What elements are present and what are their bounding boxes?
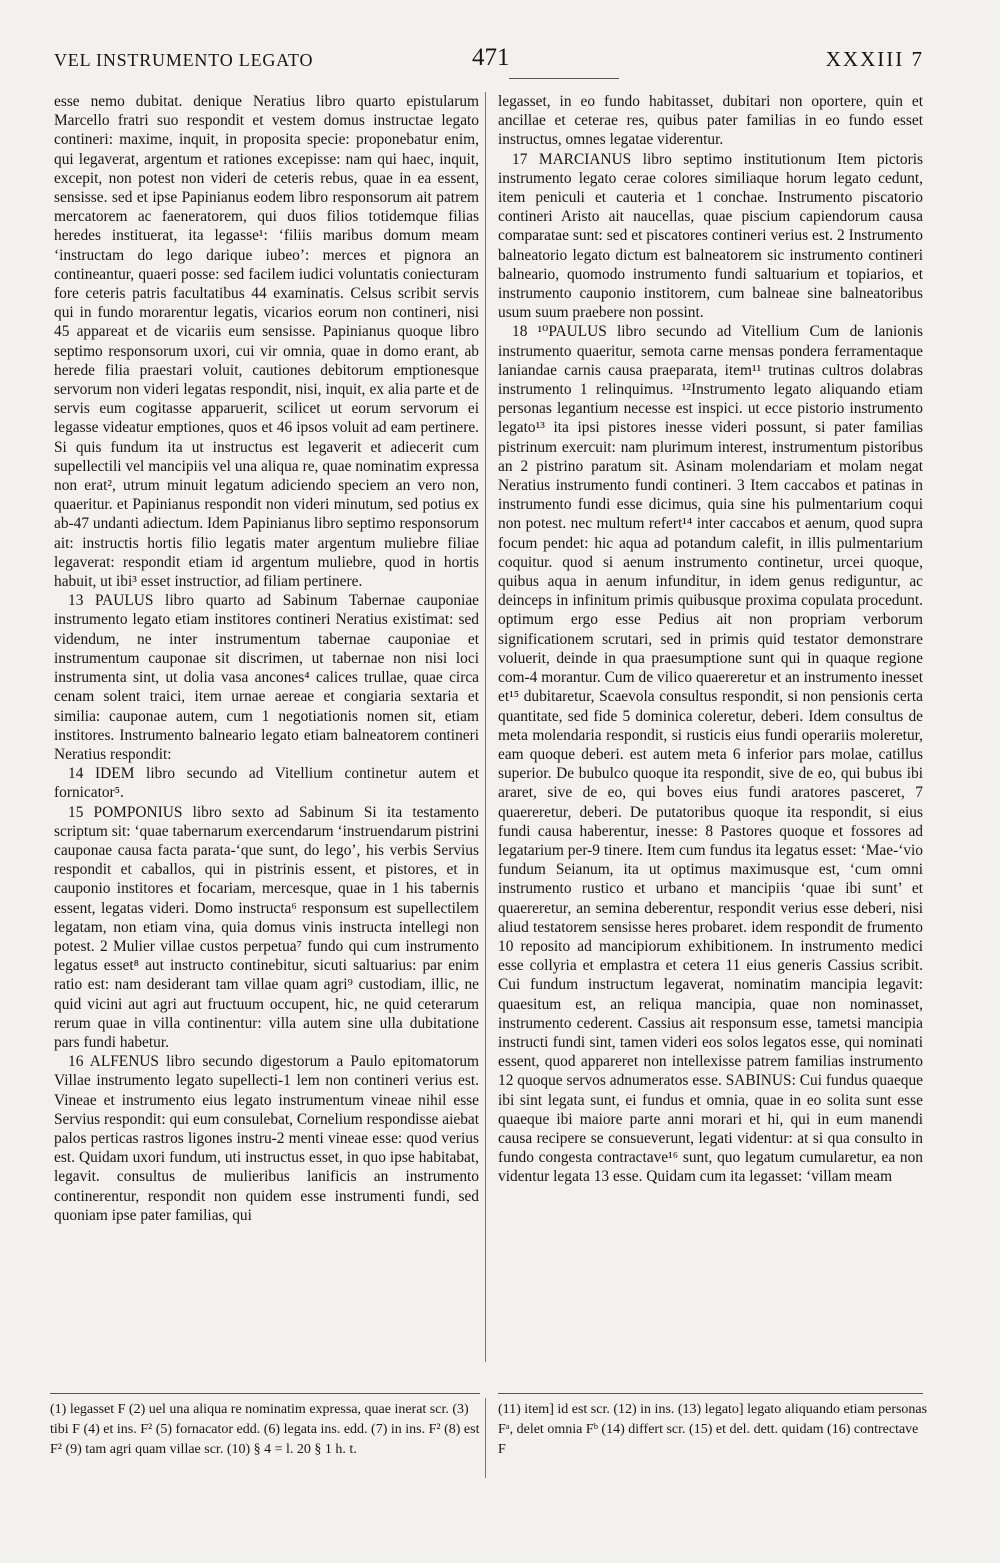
paragraph: 15 POMPONIUS libro sexto ad Sabinum Si ita testamento scriptum sit: ‘quae tabernarum exercendarum ‘instruendarum pistrini cauponae causa facta parata-‘que sunt, do lego’, his verbis Servius respondit et caballos, qui in pistrinis essent, et pistores, et in cauponio institores et focariam, mercesque, quae in 1 his tabernis essent, legatas videri. Domo instructa⁶ responsum est supellectilem legatam, non etiam vina, quia domus vinis instructa intellegi non potest. 2 Mulier villae custos perpetua⁷ fundo qui cum instrumento legatus esset⁸ aut instructo continebitur, sicuti saltuarius: par enim ratio est: nam desiderant tam villae quam agri⁹ custodiam, illic, ne quid vicini aut agri aut fructuum occupent, hic, ne quid ceterarum rerum quae in villa continentur: villa autem sine ulla dubitatione pars fundi habetur. xyxy=(54,803,479,1051)
header-title: VEL INSTRUMENTO LEGATO xyxy=(54,50,314,70)
footnotes-left: (1) legasset F (2) uel una aliqua re nominatim expressa, quae inerat scr. (3) tibi F (4) et ins. F² (5) fornacator edd. (6) legata ins. edd. (7) in ins. F² (8) est F² (9) tam agri quam villae scr. (10) § 4 = l. 20 § 1 h. t. xyxy=(50,1402,480,1457)
paragraph: 16 ALFENUS libro secundo digestorum a Paulo epitomatorum Villae instrumento legato supellecti-1 lem non contineri verius est. Vineae et instrumento eius legato instrumentum vineae nihil esse Servius respondit: qui eum consulebat, Cornelium respondisse aiebat palos perticas rastros ligones instru-2 menti vineae esse: quod verius est. Quidam uxori fundum, uti instructus esset, in quo ipse habitabat, legavit. consultus de mulieribus lanificis an instrumento continerentur, respondit non quidem esse instrumenti fundi, sed quoniam ipse pater familias, qui xyxy=(54,1053,479,1224)
paragraph: 13 PAULUS libro quarto ad Sabinum Tabernae cauponiae instrumento legato etiam institores contineri Neratius existimat: sed videndum, ne inter instrumentum tabernae cauponiae et instrumentum cauponae sit discrimen, ut tabernae non nisi loci instrumenta sint, ut dolia vasa ancones⁴ calices trullae, quae circa cenam solent traici, item urnae aereae et congiaria sextaria et similia: cauponae autem, cum 1 negotiationis nomen sit, etiam institores. Instrumento balneario legato etiam balneatorem contineri Neratius respondit: xyxy=(54,592,479,763)
header-underline xyxy=(509,78,619,79)
footnote-divider xyxy=(485,1398,486,1478)
left-column xyxy=(54,92,479,1225)
paragraph: esse nemo dubitat. denique Neratius libro quarto epistularum Marcello fratri suo respondit et vestem domus instructae legato contineri: maxime, inquit, in proposita specie: proponebatur enim, qui legaverat, argentum et rationes excepisse: nam qui haec, inquit, excepit, non potest non videri de ceteris rebus, quae in ea essent, sensisse. sed et ipse Papinianus eodem libro responsorum ait patrem mercatorem ac faeneratorem, qui duos filios totidemque filias heredes instituerat, ita legasse¹: ‘filiis maribus domum meam ‘instructam do lego darique iubeo’: merces et pignora an contineantur, quaeri posse: sed facilem iudici voluntatis coniecturam fore ceteris patris facultatibus 44 examinatis. Celsus scribit servis qui in fundo morarentur legatis, vicarios eorum non contineri, nisi 45 appareat et de vicariis eum sensisse. Papinianus quoque libro septimo responsorum uxori, cui vir omnia, quae in domo erant, ab herede filia praestari voluit, cautiones debitorum emptionesque servorum non videri legatas respondit, nisi, inquit, ex alia parte et de servis eum cogitasse apparuerit, scilicet ut eorum servorum ei legasse videatur emptiones, quos et 46 ipsos voluit ad eam pertinere. Si quis fundum ita ut instructus est legaverit et adiecerit cum supellectili vel mancipiis vel una aliqua re, quae nominatim expressa non erat², utrum minuit legatum adiciendo speciem an vero non, quaeritur. et Papinianus respondit non videri minutum, sed potius ex ab-47 undanti adiectum. Idem Papinianus libro septimo responsorum ait: instructis hortis filio legatis mater argentum muliebre filiae legaverat: respondit etiam id argentum muliebre, quod in hortis habuit, ut ibi³ esset instructior, ad filiam pertinere. xyxy=(54,93,479,591)
footnote-rule-right xyxy=(498,1393,923,1394)
paragraph: 14 IDEM libro secundo ad Vitellium continetur autem et fornicator⁵. xyxy=(54,765,479,802)
header-section: XXXIII 7 xyxy=(825,47,924,71)
page-number: 471 xyxy=(472,44,510,71)
right-column xyxy=(498,92,923,1187)
paragraph: legasset, in eo fundo habitasset, dubitari non oportere, quin et ancillae et ceterae res, quibus pater familias in eo fundo esset instructus, omnes legatae viderentur. xyxy=(498,93,923,149)
footnotes-right: (11) item] id est scr. (12) in ins. (13) legato] legato aliquando etiam personas Fᵃ, delet omnia Fᵇ (14) differt scr. (15) et del. dett. quidam (16) contrectave F xyxy=(498,1402,928,1457)
paragraph: 17 MARCIANUS libro septimo institutionum Item pictoris instrumento legato cerae colores similiaque horum legato cedunt, item peniculi et cauteria et 1 conchae. Instrumento piscatorio contineri Aristo ait naucellas, quae piscium capiendorum causa comparatae sunt: sed et piscatores contineri verius est. 2 Instrumento balneatorio legato dictum est balneatorem sic instrumento contineri balneario, quomodo instrumento fundi saltuarium et topiarios, et instrumento cauponio institorem, cum balneae sine balneatoribus usum suum praebere non possint. xyxy=(498,150,923,322)
column-divider xyxy=(485,92,486,1362)
paragraph: 18 ¹⁰PAULUS libro secundo ad Vitellium Cum de lanionis instrumento quaeritur, semota carne mensas pondera ferramentaque laniandae carnis causa praeparata, item¹¹ trutinas cultros dolabras instrumento 1 relinquimus. ¹²Instrumento legato aliquando etiam personas legantium necesse est inspici. ut ecce pistorio instrumento legato¹³ ita ipsi pistores inesse videri possunt, si pater familias pistrinum exercuit: nam plurimum interest, instrumentum pistoribus an 2 pistrino paratum sit. Asinam molendariam et molam negat Neratius instrumento fundi contineri. 3 Item caccabos et patinas in instrumento fundi esse dicimus, quia sine his pulmentarium coqui non potest. nec multum refert¹⁴ inter caccabos et aenum, quod supra focum pendet: hic aqua ad potandum calefit, in illis pulmentarium coquitur. quod si aenum instrumento continetur, urcei quoque, quibus aqua in aenum infunditur, in idem genus rediguntur, ac deinceps in infinitum primis quibusque proxima copulata procedunt. optimum ergo esse Pedius ait non propriam verborum significationem scrutari, sed in primis quid testator demonstrare voluerit, deinde in qua praesumptione sunt qui in quaque regione com-4 morantur. Cum de vilico quaereretur et an instrumento inesset et¹⁵ dubitaretur, Scaevola consultus respondit, si non pensionis certa quantitate, sed fide 5 dominica coleretur, deberi. Idem consultus de meta molendaria respondit, si rusticis eius fundi operariis moleretur, eam quoque deberi. est autem meta 6 inferior pars molae, catillus superior. De bubulco quoque ita respondit, sive de eo, qui bubus ibi araret, sive de eo, qui boves eius fundi aratores pasceret, 7 quaereretur, deberi. De putatoribus quoque ita respondit, si eius fundi causa haberentur, inesse: 8 Pastores quoque et fossores ad legatarium per-9 tinere. Item cum fundus ita legatus esset: ‘Mae-‘vio fundum Seianum, ita ut optimus maximusque est, ‘cum omni instrumento rustico et urbano et mancipiis ‘quae ibi sunt’ et quaereretur, an semina deberentur, respondit verius esse deberi, nisi aliud testatorem sensisse heres probaret. idem respondit de frumento 10 reposito ad mancipiorum exhibitionem. In instrumento medici esse collyria et emplastra et cetera 11 eius generis Cassius scribit. Cui fundum instructum legaverat, nominatim mancipia legavit: quaesitum est, an reliqua mancipia, quae non nominasset, instrumento cederent. Cassius ait responsum esse, tametsi mancipia instructi fundi sint, tamen videri eos solos legatos esse, qui nominati essent, quod appareret non intellexisse patrem familias instrumento 12 quoque servos adnumeratos esse. SABINUS: Cui fundus quaeque ibi sint legata sunt, ei fundus et omnia, quae in eo solita sunt esse quaeque ibi maiore parte anni morari et hi, qui in eum manendi causa recipere se consueverunt, legati videntur: at si qua consulto in fundo congesta contractave¹⁶ sunt, quo legatum cumularetur, ea non videntur legata 13 esse. Quidam cum ita legasset: ‘villam meam xyxy=(498,323,923,1186)
footnote-rule-left xyxy=(50,1393,480,1394)
running-header xyxy=(54,44,924,76)
